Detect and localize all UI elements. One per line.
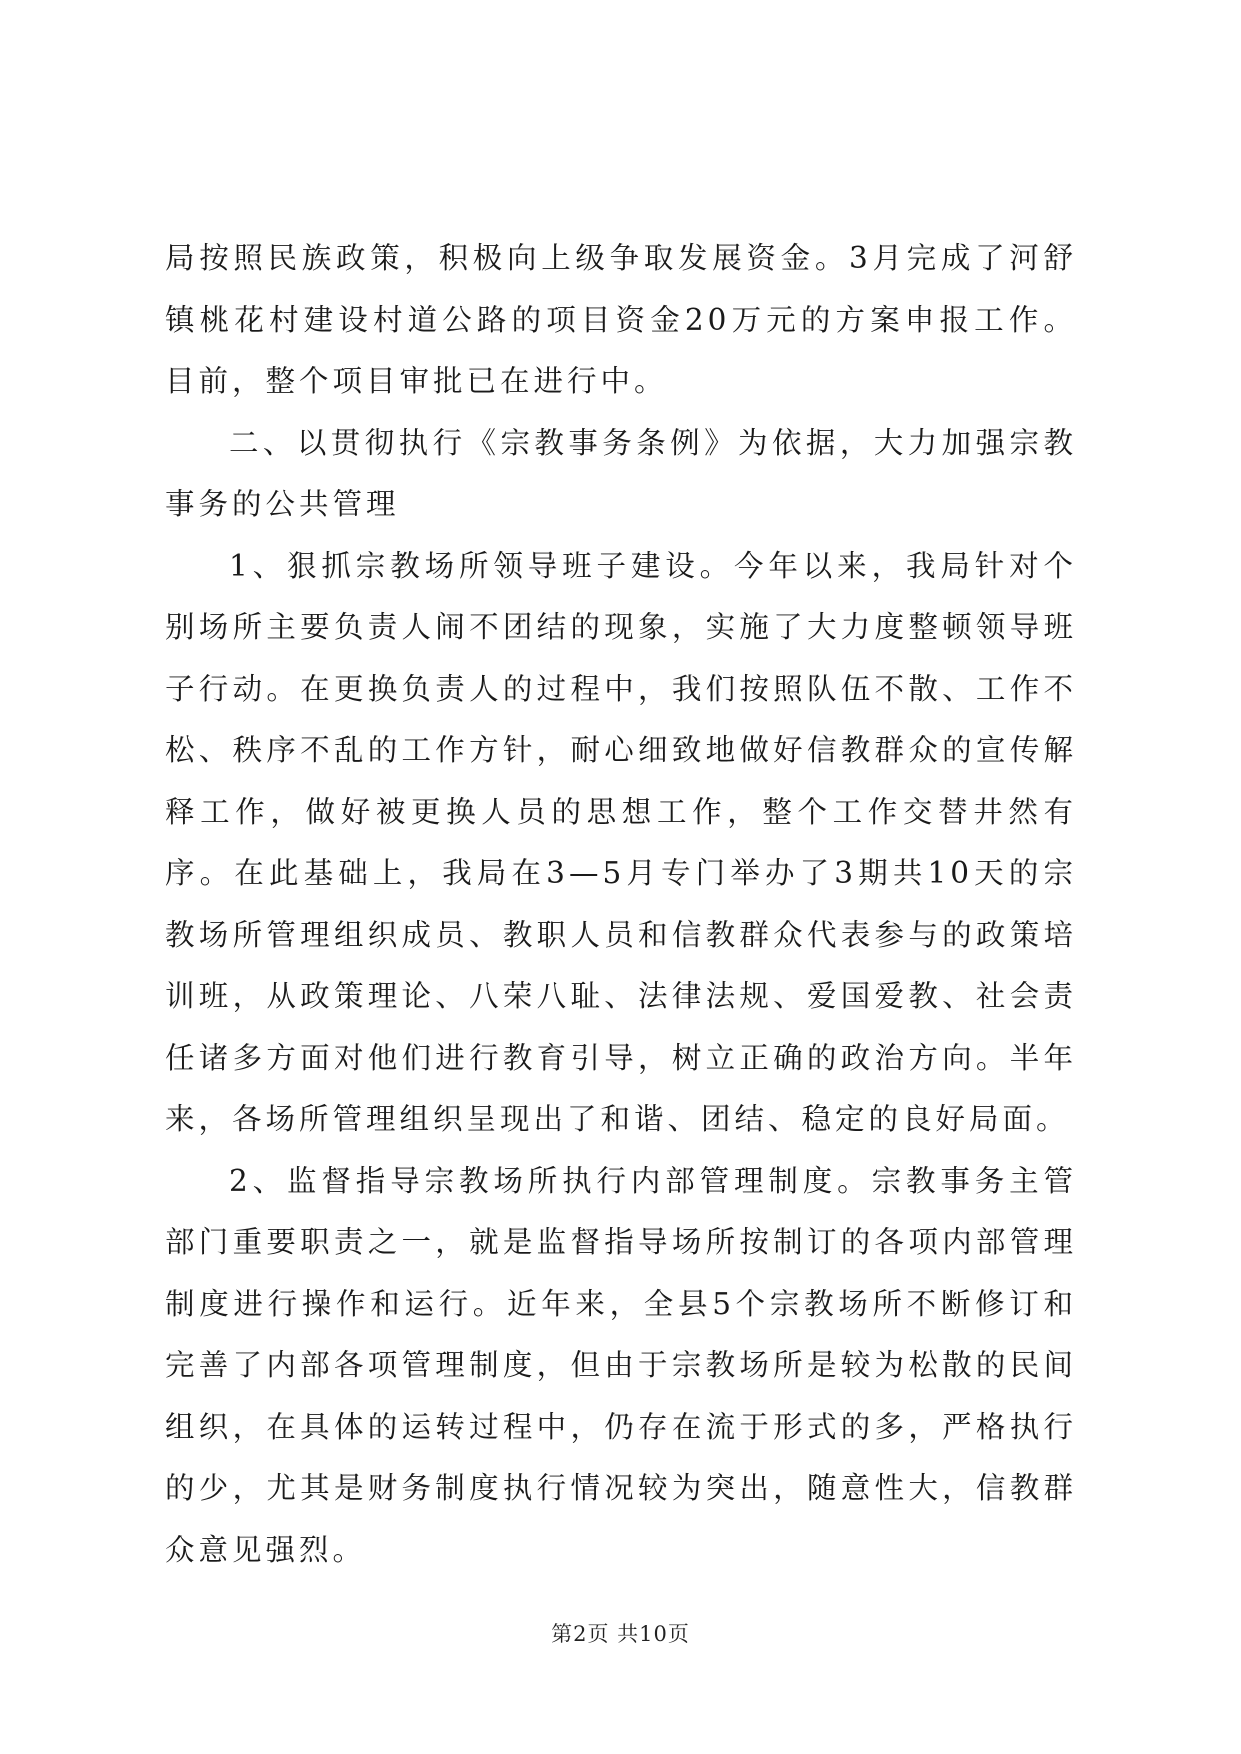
paragraph-item-one: 1、狠抓宗教场所领导班子建设。今年以来，我局针对个别场所主要负责人闹不团结的现象，实施了大力度整顿领导班子行动。在更换负责人的过程中，我们按照队伍不散、工作不松、秩序不乱的工作方针，耐心细致地做好信教群众的宣传解释工作，做好被更换人员的思想工作，整个工作交替井然有序。在此基础上，我局在3—5月专门举办了3期共10天的宗教场所管理组织成员、教职人员和信教群众代表参与的政策培训班，从政策理论、八荣八耻、法律法规、爱国爱教、社会责任诸多方面对他们进行教育引导，树立正确的政治方向。半年来，各场所管理组织呈现出了和谐、团结、稳定的良好局面。 xyxy=(165,548,1077,1136)
paragraph-item-two: 2、监督指导宗教场所执行内部管理制度。宗教事务主管部门重要职责之一，就是监督指导场所按制订的各项内部管理制度进行操作和运行。近年来，全县5个宗教场所不断修订和完善了内部各项管理制度，但由于宗教场所是较为松散的民间组织，在具体的运转过程中，仍存在流于形式的多，严格执行的少，尤其是财务制度执行情况较为突出，随意性大，信教群众意见强烈。 xyxy=(165,1163,1077,1567)
page-number-footer: 第2页 共10页 xyxy=(551,1622,690,1646)
document-body xyxy=(165,228,1077,1581)
paragraph-continuation: 局按照民族政策，积极向上级争取发展资金。3月完成了河舒镇桃花村建设村道公路的项目资金20万元的方案申报工作。目前，整个项目审批已在进行中。 xyxy=(165,241,1077,398)
section-heading-two: 二、以贯彻执行《宗教事务条例》为依据，大力加强宗教事务的公共管理 xyxy=(165,425,1077,521)
